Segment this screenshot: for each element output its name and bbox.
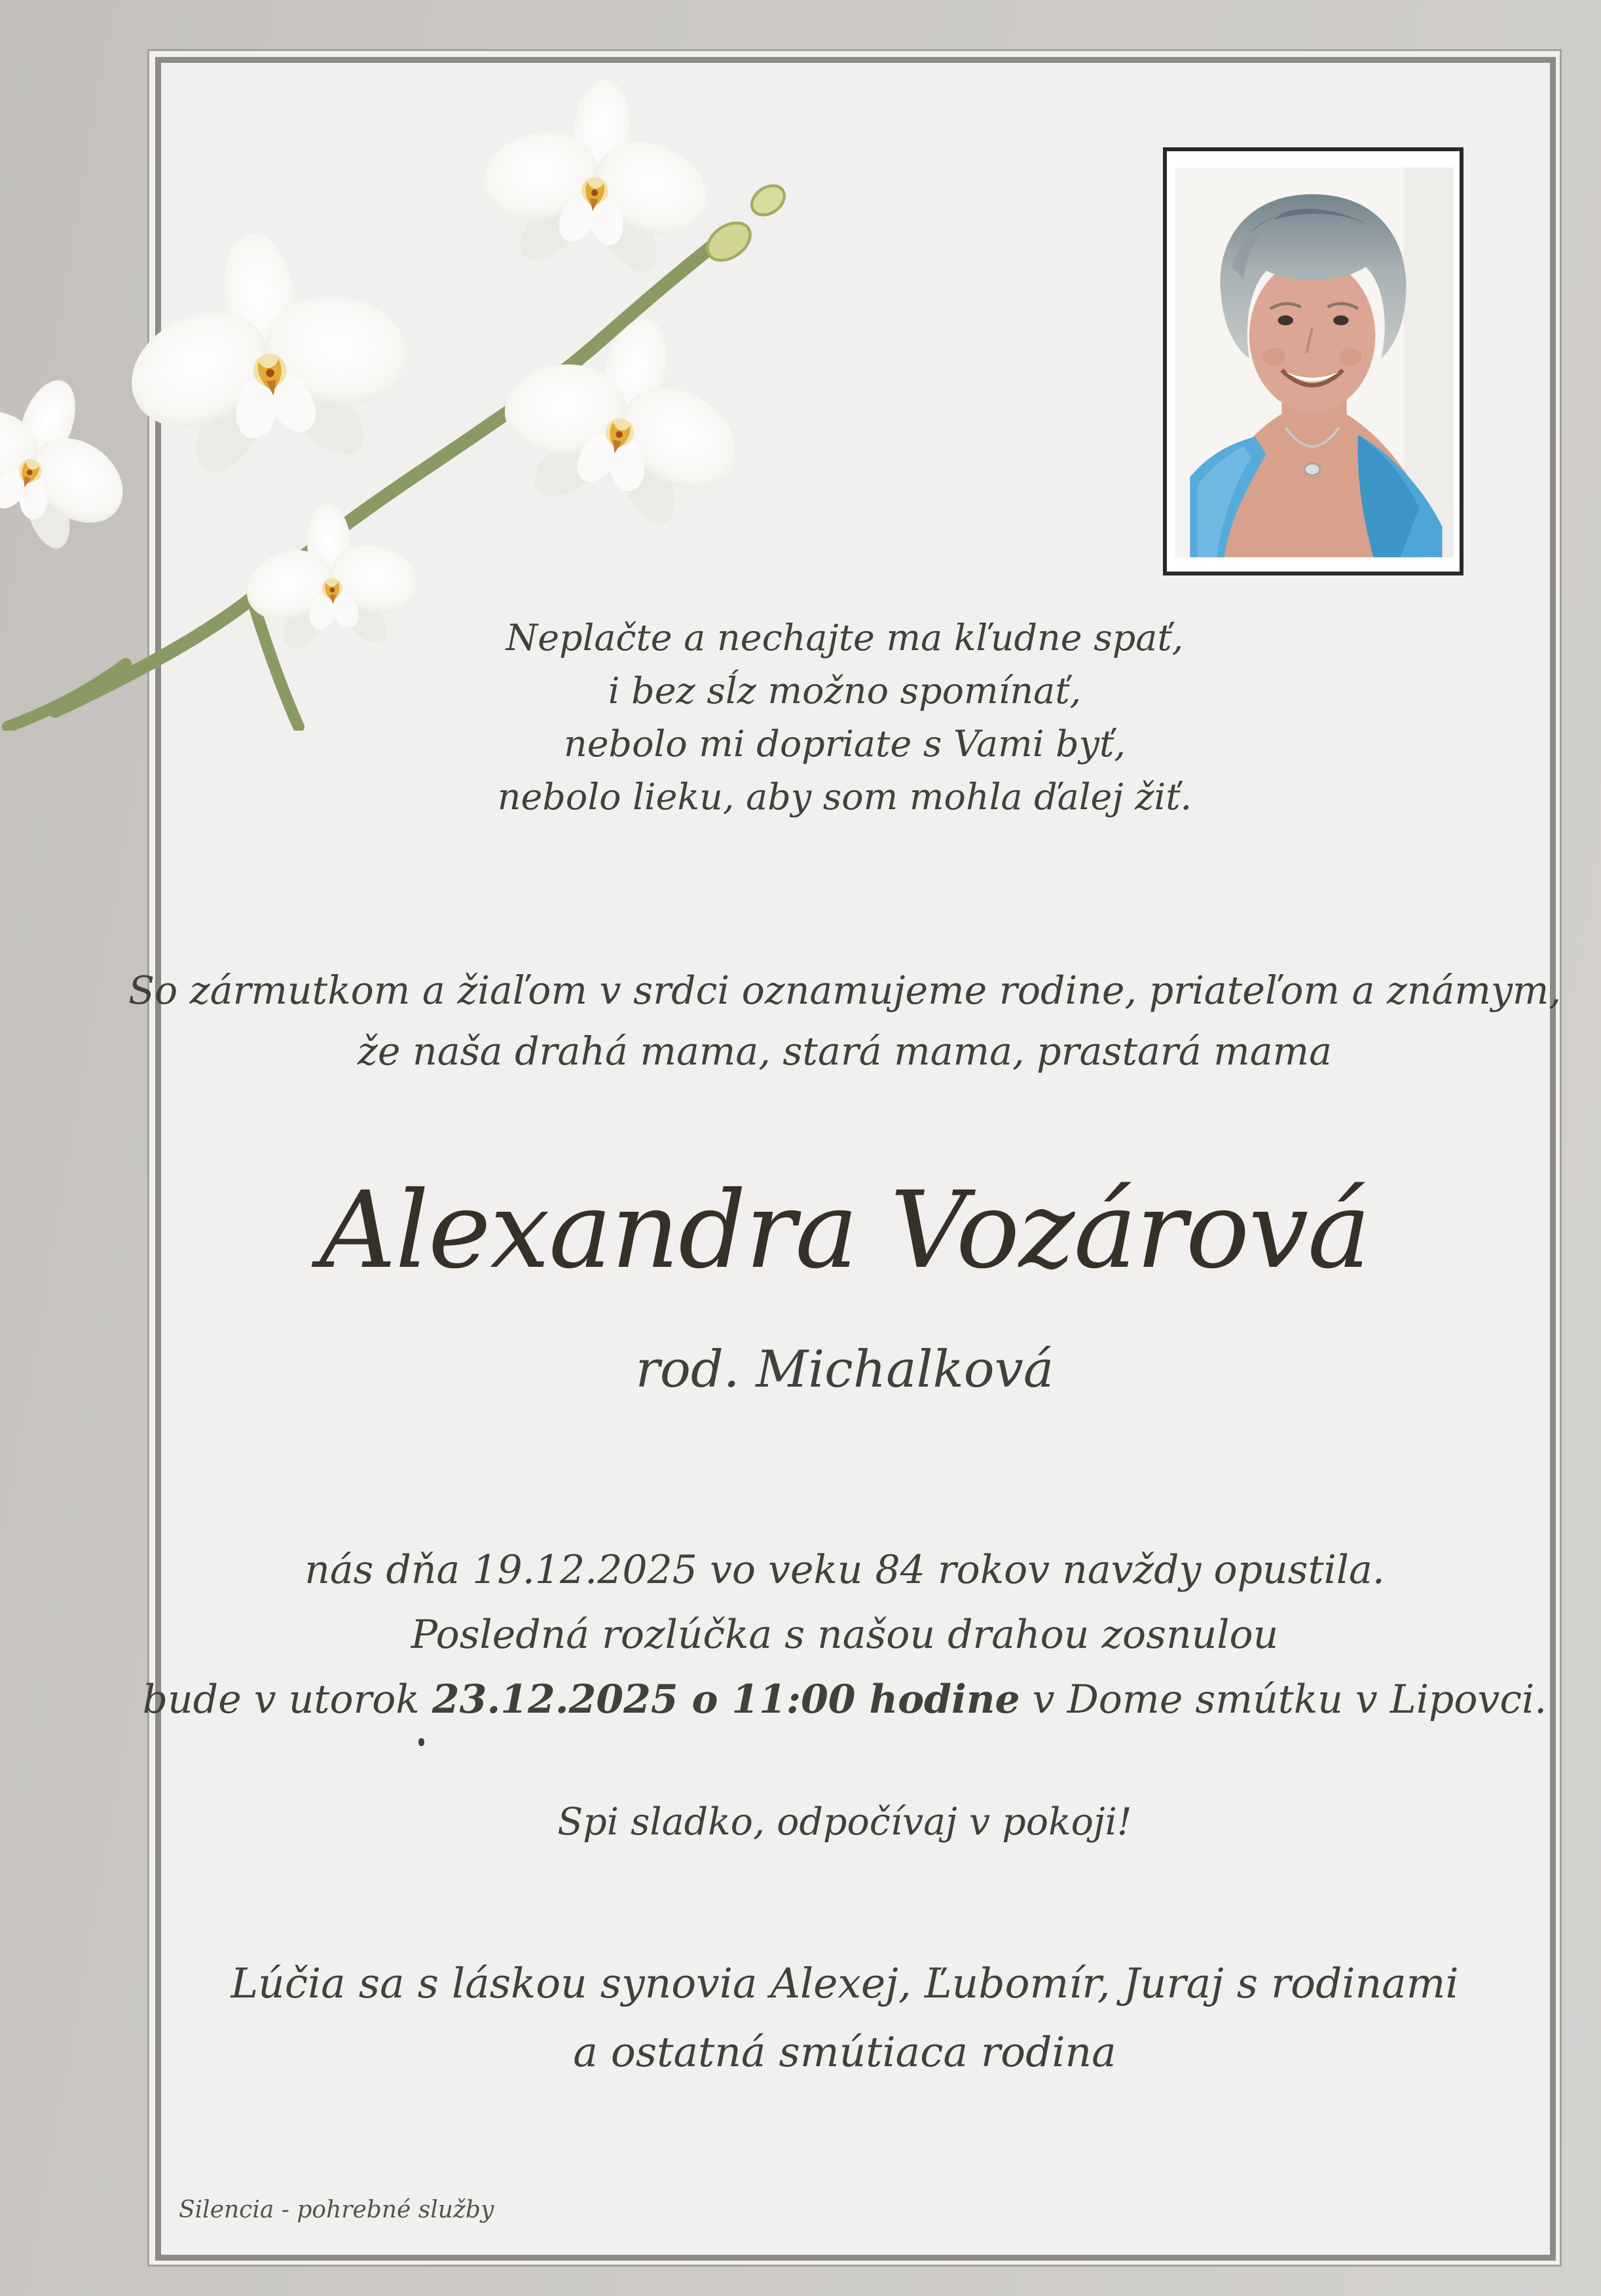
mourners-line: a ostatná smútiaca rodina — [573, 2029, 1116, 2076]
deceased-maiden-name: rod. Michalková — [635, 1341, 1054, 1400]
funeral-details-block — [118, 1538, 1572, 1732]
poem-line: nebolo mi dopriate s Vami byť, — [563, 725, 1126, 766]
poem-line: Neplačte a nechajte ma kľudne spať, — [506, 619, 1184, 660]
funeral-datetime-prefix: bude v utorok — [142, 1675, 432, 1722]
announcement-line: že naša drahá mama, stará mama, prastará mama — [358, 1029, 1332, 1074]
funeral-service-credit: Silencia - pohrebné služby — [179, 2196, 494, 2223]
funeral-location: v Dome smútku v Lipovci. — [1020, 1675, 1547, 1722]
ink-speck — [418, 1738, 424, 1745]
announcement-block — [118, 960, 1572, 1082]
farewell-line: Spi sladko, odpočívaj v pokoji! — [557, 1801, 1132, 1844]
funeral-datetime-line — [118, 1667, 1572, 1732]
portrait-photo — [1163, 147, 1463, 575]
poem-line: i bez sĺz možno spomínať, — [608, 672, 1082, 713]
deceased-name: Alexandra Vozárová — [320, 1169, 1370, 1292]
mourners-line: Lúčia sa s láskou synovia Alexej, Ľubomír, Juraj s rodinami — [230, 1960, 1459, 2007]
announcement-line: So zármutkom a žiaľom v srdci oznamujeme rodine, priateľom a známym, — [128, 968, 1561, 1013]
elderly-woman-portrait-icon — [1174, 158, 1453, 565]
poem-line: nebolo lieku, aby som mohla ďalej žiť. — [497, 778, 1192, 819]
death-date-line: nás dňa 19.12.2025 vo veku 84 rokov navždy opustila. — [304, 1546, 1385, 1593]
farewell-intro-line: Posledná rozlúčka s našou drahou zosnulou — [411, 1611, 1279, 1658]
poem-block — [118, 613, 1572, 825]
mourners-block — [118, 1950, 1572, 2088]
funeral-datetime: 23.12.2025 o 11:00 hodine — [432, 1675, 1020, 1722]
